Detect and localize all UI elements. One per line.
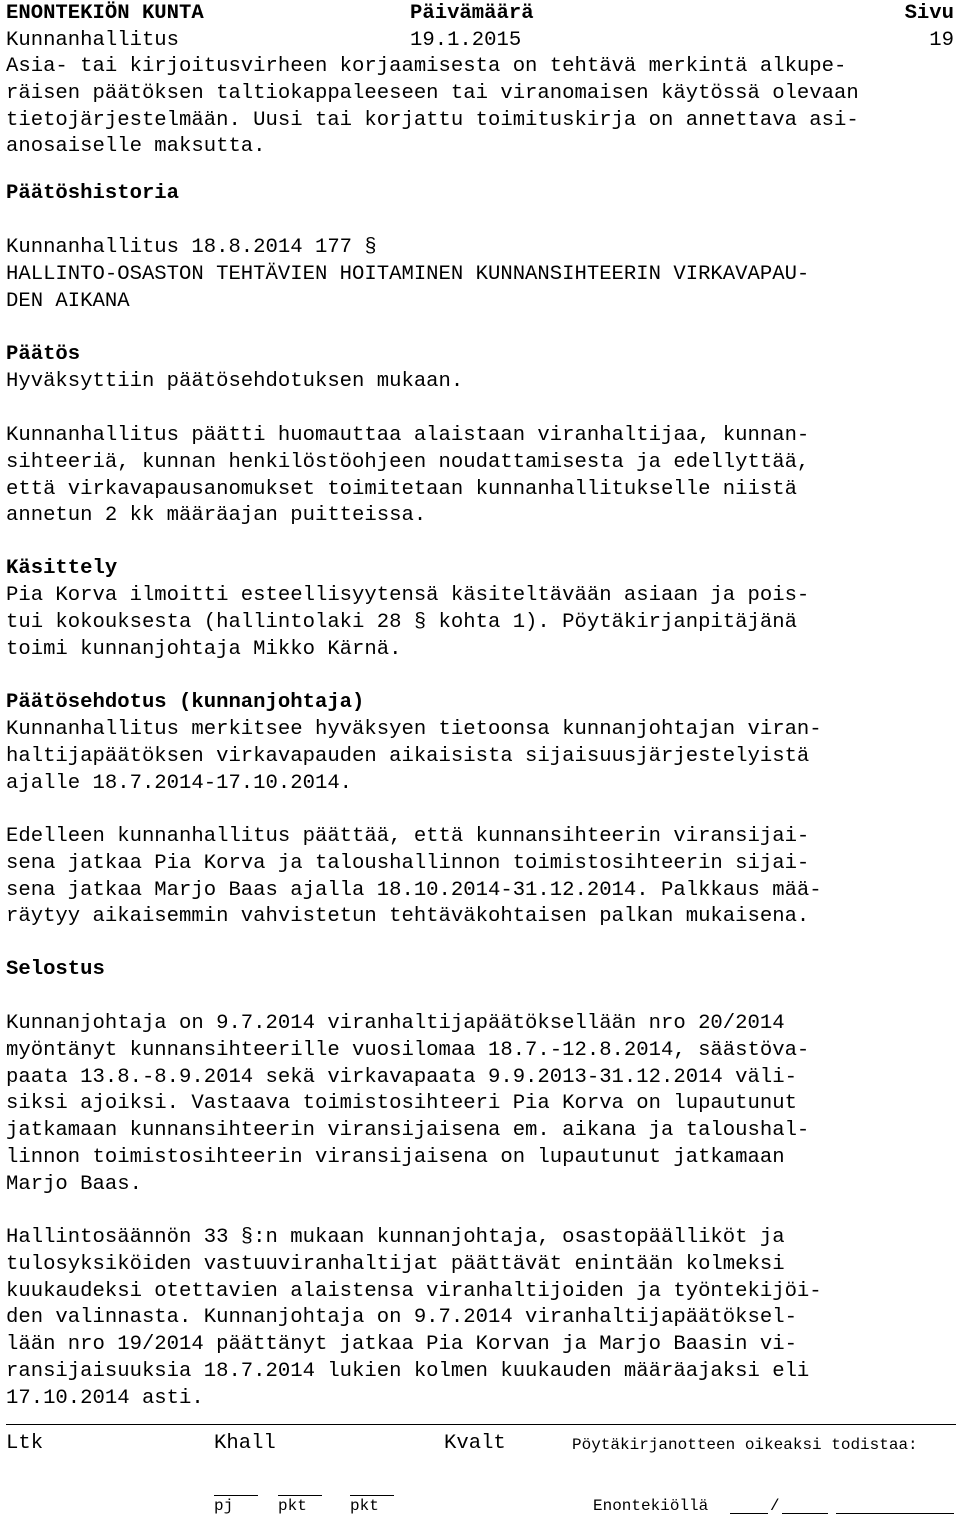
signature-line-pj — [214, 1495, 258, 1496]
footer-certify: Pöytäkirjanotteen oikeaksi todistaa: — [572, 1436, 918, 1454]
text-line: ransijaisuuksia 18.7.2014 lukien kolmen kuukauden määräajaksi eli — [6, 1359, 810, 1383]
signature-line-pkt2 — [350, 1495, 394, 1496]
text-line: anosaiselle maksutta. — [6, 135, 266, 159]
page-number: 19 — [929, 29, 954, 52]
text-line: 17.10.2014 asti. — [6, 1386, 204, 1410]
proposal-heading: Päätösehdotus (kunnanjohtaja) — [6, 691, 365, 714]
footer-pj: pj — [214, 1497, 234, 1515]
footer-ltk: Ltk — [6, 1432, 44, 1455]
date-label: Päivämäärä — [410, 2, 534, 25]
text-line: tietojärjestelmään. Uusi tai korjattu toimituskirja on annettava asi- — [6, 108, 859, 132]
text-line: annetun 2 kk määräajan puitteissa. — [6, 504, 427, 528]
text-line: Pia Korva ilmoitti esteellisyytensä käsiteltävään asiaan ja pois- — [6, 584, 810, 607]
text-line: räisen päätöksen taltiokappaleeseen tai viranomaisen käytössä olevaan — [6, 81, 859, 105]
decision-additional — [6, 423, 809, 530]
text-line: HALLINTO-OSASTON TEHTÄVIEN HOITAMINEN KUNNANSIHTEERIN VIRKAVAPAU- — [6, 263, 810, 286]
document-page — [6, 0, 956, 1410]
text-line: toimi kunnanjohtaja Mikko Kärnä. — [6, 637, 402, 661]
history-heading: Päätöshistoria — [6, 182, 180, 205]
text-line: DEN AIKANA — [6, 289, 130, 313]
footer-kvalt: Kvalt — [444, 1432, 506, 1455]
text-line: myöntänyt kunnansihteerille vuosilomaa 18.7.-12.8.2014, säästöva- — [6, 1038, 810, 1062]
report-heading: Selostus — [6, 958, 105, 981]
text-line: Kunnanjohtaja on 9.7.2014 viranhaltijapäätöksellään nro 20/2014 — [6, 1012, 785, 1035]
text-line: paata 13.8.-8.9.2014 sekä virkavapaata 9.9.2013-31.12.2014 väli- — [6, 1065, 797, 1089]
decision-text: Hyväksyttiin päätösehdotuksen mukaan. — [6, 370, 464, 393]
processing-text — [6, 583, 809, 663]
proposal-additional — [6, 824, 822, 931]
text-line: den valinnasta. Kunnanjohtaja on 9.7.2014 viranhaltijapäätöksel- — [6, 1306, 797, 1330]
processing-heading: Käsittely — [6, 557, 118, 580]
text-line: Asia- tai kirjoitusvirheen korjaamisesta on tehtävä merkintä alkupe- — [6, 55, 847, 78]
decision-heading: Päätös — [6, 343, 81, 366]
header-row-1 — [6, 0, 956, 27]
signature-line-pkt1 — [278, 1495, 322, 1496]
text-line: räytyy aikaisemmin vahvistetun tehtäväkohtaisen palkan mukaisena. — [6, 905, 810, 929]
text-line: Hallintosäännön 33 §:n mukaan kunnanjohtaja, osastopäälliköt ja — [6, 1226, 785, 1249]
text-line: jatkamaan kunnansihteerin viransijaisena em. aikana ja taloushal- — [6, 1119, 810, 1143]
date-blank-day — [730, 1513, 768, 1514]
header-row-2 — [6, 27, 956, 54]
org-name: ENONTEKIÖN KUNTA — [6, 2, 204, 25]
meeting-reference: Kunnanhallitus 18.8.2014 177 § — [6, 236, 377, 259]
footer-place: Enontekiöllä — [593, 1497, 709, 1515]
intro-paragraph — [6, 54, 859, 161]
report-paragraph-2 — [6, 1225, 822, 1413]
text-line: Marjo Baas. — [6, 1172, 142, 1196]
text-line: sihteeriä, kunnan henkilöstöohjeen noudattamisesta ja edellyttää, — [6, 450, 810, 474]
text-line: linnon toimistosihteerin viransijaisena on lupautunut jatkamaan — [6, 1145, 785, 1169]
text-line: sena jatkaa Pia Korva ja taloushallinnon toimistosihteerin sijai- — [6, 851, 810, 875]
text-line: siksi ajoiksi. Vastaava toimistosihteeri Pia Korva on lupautunut — [6, 1092, 797, 1116]
footer-pkt-2: pkt — [350, 1497, 379, 1515]
text-line: Edelleen kunnanhallitus päättää, että kunnansihteerin viransijai- — [6, 825, 810, 848]
text-line: haltijapäätöksen virkavapauden aikaisista sijaisuusjärjestelyistä — [6, 744, 810, 768]
footer-khall: Khall — [214, 1432, 276, 1455]
text-line: sena jatkaa Marjo Baas ajalla 18.10.2014-31.12.2014. Palkkaus mää- — [6, 878, 822, 902]
footer-pkt-1: pkt — [278, 1497, 307, 1515]
text-line: lään nro 19/2014 päättänyt jatkaa Pia Korvan ja Marjo Baasin vi- — [6, 1333, 797, 1357]
body-name: Kunnanhallitus — [6, 29, 180, 52]
text-line: ajalle 18.7.2014-17.10.2014. — [6, 771, 353, 795]
footer-divider — [6, 1424, 956, 1425]
text-line: tui kokouksesta (hallintolaki 28 § kohta 1). Pöytäkirjanpitäjänä — [6, 610, 797, 634]
date-blank-year — [836, 1513, 954, 1514]
report-paragraph-1 — [6, 1011, 809, 1199]
text-line: Kunnanhallitus merkitsee hyväksyen tietoonsa kunnanjohtajan viran- — [6, 718, 822, 741]
case-title — [6, 262, 809, 316]
meeting-date: 19.1.2015 — [410, 29, 522, 52]
text-line: kuukaudeksi otettavien alaistensa viranhaltijoiden ja työntekijöi- — [6, 1279, 822, 1303]
text-line: Kunnanhallitus päätti huomauttaa alaistaan viranhaltijaa, kunnan- — [6, 424, 810, 447]
proposal-text — [6, 717, 822, 797]
text-line: että virkavapausanomukset toimitetaan kunnanhallitukselle niistä — [6, 477, 797, 501]
text-line: tulosyksiköiden vastuuviranhaltijat päättävät enintään kolmeksi — [6, 1252, 785, 1276]
date-blank-month — [782, 1513, 828, 1514]
page-label: Sivu — [904, 2, 954, 25]
date-separator: / — [770, 1497, 780, 1515]
